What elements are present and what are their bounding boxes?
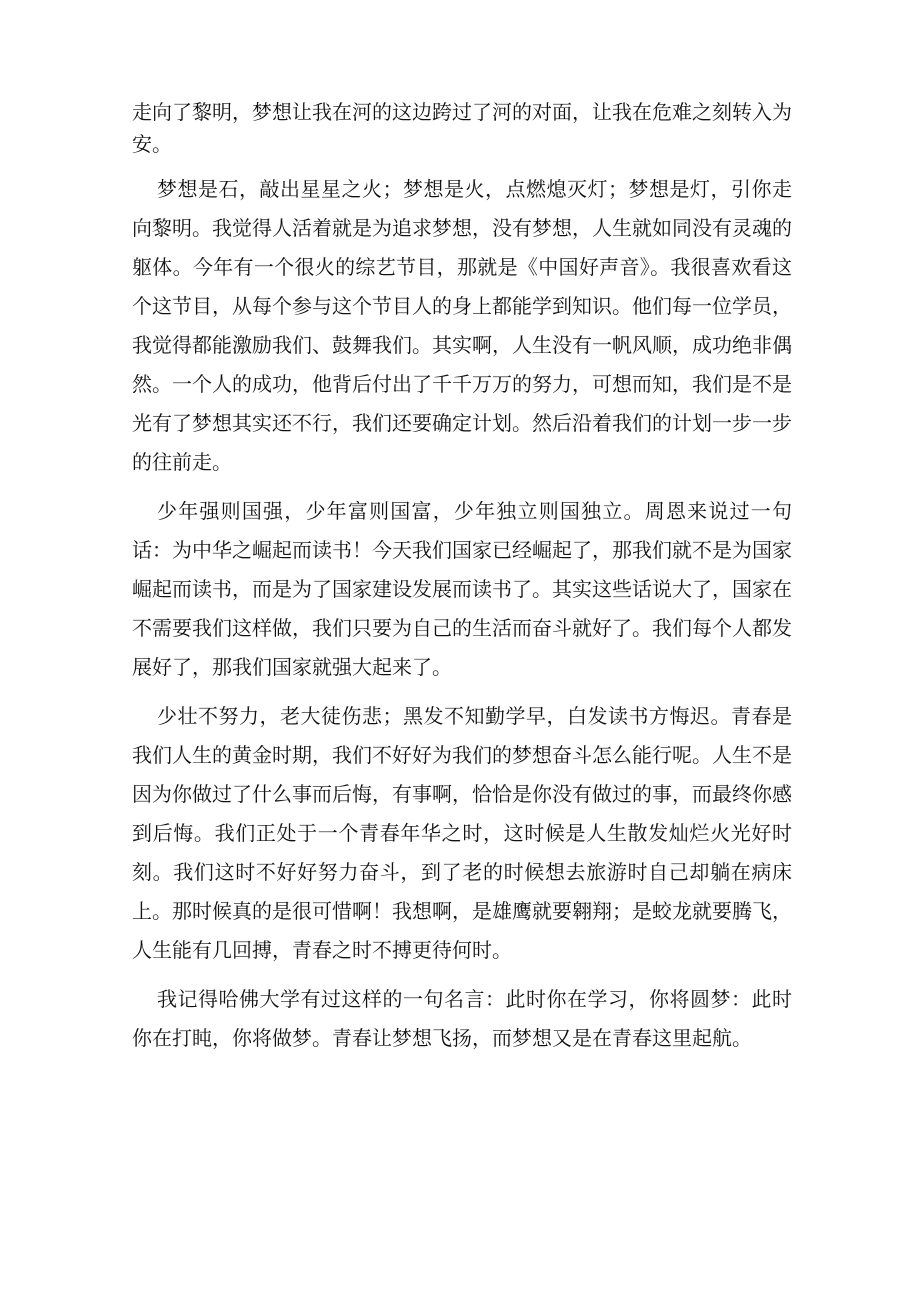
paragraph-4: 少壮不努力，老大徒伤悲；黑发不知勤学早，白发读书方悔迟。青春是我们人生的黄金时期，我们不好好为我们的梦想奋斗怎么能行呢。人生不是因为你做过了什么事而后悔，有事啊，恰恰是你没有做过的事，而最终你感到后悔。我们正处于一个青春年华之时，这时候是人生散发灿烂火光好时刻。我们这时不好好努力奋斗，到了老的时候想去旅游时自己却躺在病床上。那时候真的是很可惜啊！我想啊，是雄鹰就要翱翔；是蛟龙就要腾飞，人生能有几回搏，青春之时不搏更待何时。	[132, 704, 792, 962]
paragraph-2: 梦想是石，敲出星星之火；梦想是火，点燃熄灭灯；梦想是灯，引你走向黎明。我觉得人活着就是为追求梦想，没有梦想，人生就如同没有灵魂的躯体。今年有一个很火的综艺节目，那就是《中国好声音》。我很喜欢看这个这节目，从每个参与这个节目人的身上都能学到知识。他们每一位学员，我觉得都能激励我们、鼓舞我们。其实啊，人生没有一帆风顺，成功绝非偶然。一个人的成功，他背后付出了千千万万的努力，可想而知，我们是不是光有了梦想其实还不行，我们还要确定计划。然后沿着我们的计划一步一步的往前走。	[132, 177, 792, 474]
paragraph-5: 我记得哈佛大学有过这样的一句名言：此时你在学习，你将圆梦：此时你在打盹，你将做梦。青春让梦想飞扬，而梦想又是在青春这里起航。	[132, 987, 792, 1050]
essay-body	[132, 96, 792, 1058]
paragraph-3: 少年强则国强，少年富则国富，少年独立则国独立。周恩来说过一句话：为中华之崛起而读书！今天我们国家已经崛起了，那我们就不是为国家崛起而读书，而是为了国家建设发展而读书了。其实这些话说大了，国家在不需要我们这样做，我们只要为自己的生活而奋斗就好了。我们每个人都发展好了，那我们国家就强大起来了。	[132, 499, 792, 679]
paragraph-1: 走向了黎明，梦想让我在河的这边跨过了河的对面，让我在危难之刻转入为安。	[132, 100, 792, 156]
